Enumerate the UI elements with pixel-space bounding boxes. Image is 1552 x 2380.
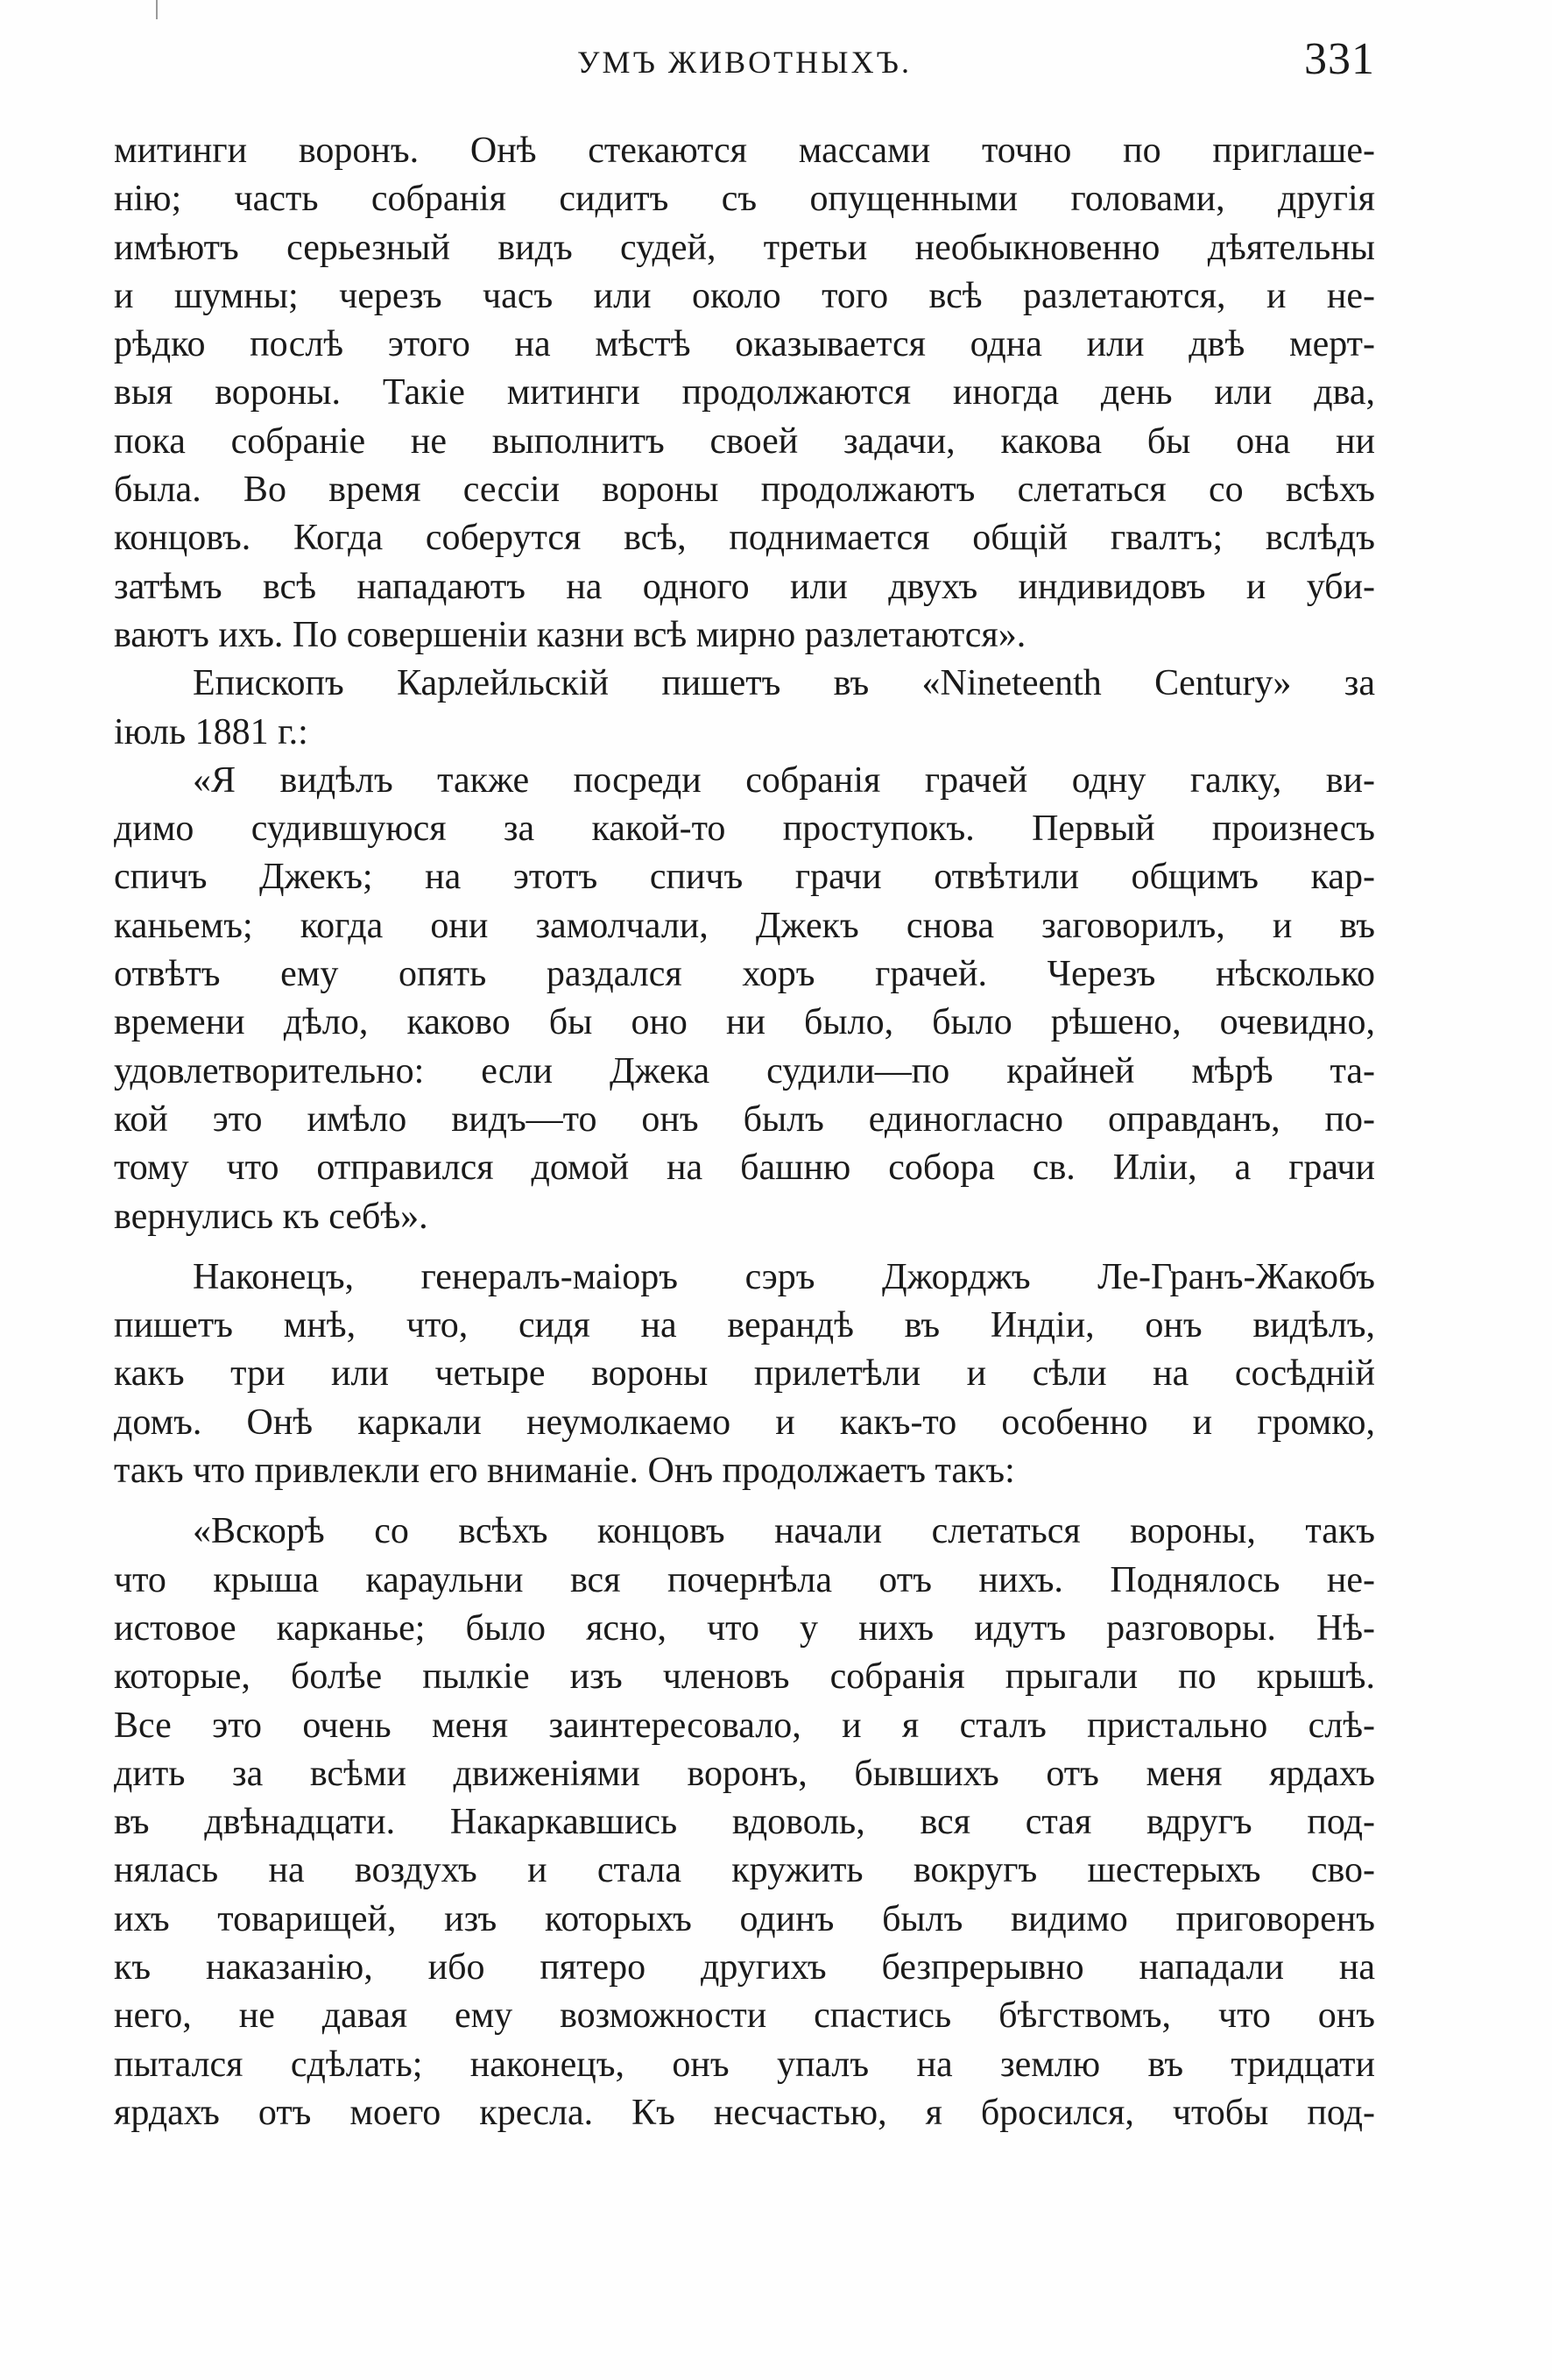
paragraph-gap <box>114 1495 1375 1508</box>
text-line: истовое карканье; было ясно, что у нихъ идутъ разговоры. Нѣ- <box>114 1607 1375 1649</box>
text-line: «Я видѣлъ также посреди собранія грачей одну галку, ви- <box>193 759 1375 801</box>
page-number: 331 <box>1304 34 1375 84</box>
text-line: іюль 1881 г.: <box>114 711 308 752</box>
text-line: выя вороны. Такіе митинги продолжаются иногда день или два, <box>114 372 1375 413</box>
text-line: такъ что привлекли его вниманіе. Онъ продолжаетъ такъ: <box>114 1451 1015 1492</box>
text-line: ихъ товарищей, изъ которыхъ одинъ былъ видимо приговоренъ <box>114 1898 1375 1939</box>
running-title: УМЪ ЖИВОТНЫХЪ. <box>577 45 912 80</box>
text-line: тому что отправился домой на башню собора св. Иліи, а грачи <box>114 1148 1375 1189</box>
text-line: пишетъ мнѣ, что, сидя на верандѣ въ Индіи, онъ видѣлъ, <box>114 1305 1375 1346</box>
text-line: времени дѣло, каково бы оно ни было, было рѣшено, очевидно, <box>114 1002 1375 1043</box>
text-line: пока собраніе не выполнитъ своей задачи, какова бы она ни <box>114 420 1375 462</box>
text-line: Все это очень меня заинтересовало, и я сталъ пристально слѣ- <box>114 1705 1375 1746</box>
text-line: кой это имѣло видъ—то онъ былъ единогласно оправданъ, по- <box>114 1098 1375 1140</box>
text-line: какъ три или четыре вороны прилетѣли и сѣли на сосѣдній <box>114 1353 1375 1395</box>
text-line: «Вскорѣ со всѣхъ концовъ начали слетаться вороны, такъ <box>193 1511 1375 1552</box>
text-line: рѣдко послѣ этого на мѣстѣ оказывается одна или двѣ мерт- <box>114 324 1375 365</box>
text-line: вернулись къ себѣ». <box>114 1196 428 1237</box>
text-line: Наконецъ, генералъ-маіоръ сэръ Джорджъ Ле-Гранъ-Жакобъ <box>193 1256 1375 1297</box>
text-line: отвѣтъ ему опять раздался хоръ грачей. Черезъ нѣсколько <box>114 954 1375 995</box>
text-line: концовъ. Когда соберутся всѣ, поднимается общій гвалтъ; вслѣдъ <box>114 518 1375 559</box>
text-line: въ двѣнадцати. Накаркавшись вдоволь, вся стая вдругъ под- <box>114 1802 1375 1843</box>
text-line: димо судившуюся за какой-то проступокъ. Первый произнесъ <box>114 809 1375 850</box>
body-text <box>114 127 1375 2137</box>
text-line: дить за всѣми движеніями воронъ, бывшихъ отъ меня ярдахъ <box>114 1753 1375 1794</box>
margin-mark <box>156 0 158 19</box>
text-line: него, не давая ему возможности спастись бѣгствомъ, что онъ <box>114 1995 1375 2037</box>
text-line: которые, болѣе пылкіе изъ членовъ собранія прыгали по крышѣ. <box>114 1656 1375 1698</box>
text-line: Епископъ Карлейльскій пишетъ въ «Nineteenth Century» за <box>193 663 1375 704</box>
text-line: нію; часть собранія сидитъ съ опущенными головами, другія <box>114 179 1375 220</box>
text-line: спичъ Джекъ; на этотъ спичъ грачи отвѣтили общимъ кар- <box>114 857 1375 898</box>
text-line: что крыша караульни вся почернѣла отъ нихъ. Поднялось не- <box>114 1559 1375 1600</box>
text-line: нялась на воздухъ и стала кружить вокругъ шестерыхъ сво- <box>114 1850 1375 1891</box>
text-line: и шумны; черезъ часъ или около того всѣ разлетаются, и не- <box>114 275 1375 316</box>
paragraph-gap <box>114 1241 1375 1254</box>
text-line: ваютъ ихъ. По совершеніи казни всѣ мирно разлетаются». <box>114 614 1026 655</box>
text-line: пытался сдѣлать; наконецъ, онъ упалъ на землю въ тридцати <box>114 2044 1375 2085</box>
text-line: домъ. Онѣ каркали неумолкаемо и какъ-то особенно и громко, <box>114 1402 1375 1443</box>
text-line: затѣмъ всѣ нападаютъ на одного или двухъ индивидовъ и уби- <box>114 566 1375 607</box>
text-line: ярдахъ отъ моего кресла. Къ несчастью, я бросился, чтобы под- <box>114 2092 1375 2133</box>
text-line: была. Во время сессіи вороны продолжаютъ слетаться со всѣхъ <box>114 470 1375 511</box>
text-line: удовлетворительно: если Джека судили—по крайней мѣрѣ та- <box>114 1050 1375 1091</box>
running-head <box>114 33 1375 86</box>
text-line: къ наказанію, ибо пятеро другихъ безпрерывно нападали на <box>114 1946 1375 1988</box>
text-line: каньемъ; когда они замолчали, Джекъ снова заговорилъ, и въ <box>114 905 1375 946</box>
text-line: митинги воронъ. Онѣ стекаются массами точно по приглаше- <box>114 131 1375 171</box>
text-line: имѣютъ серьезный видъ судей, третьи необыкновенно дѣятельны <box>114 227 1375 268</box>
